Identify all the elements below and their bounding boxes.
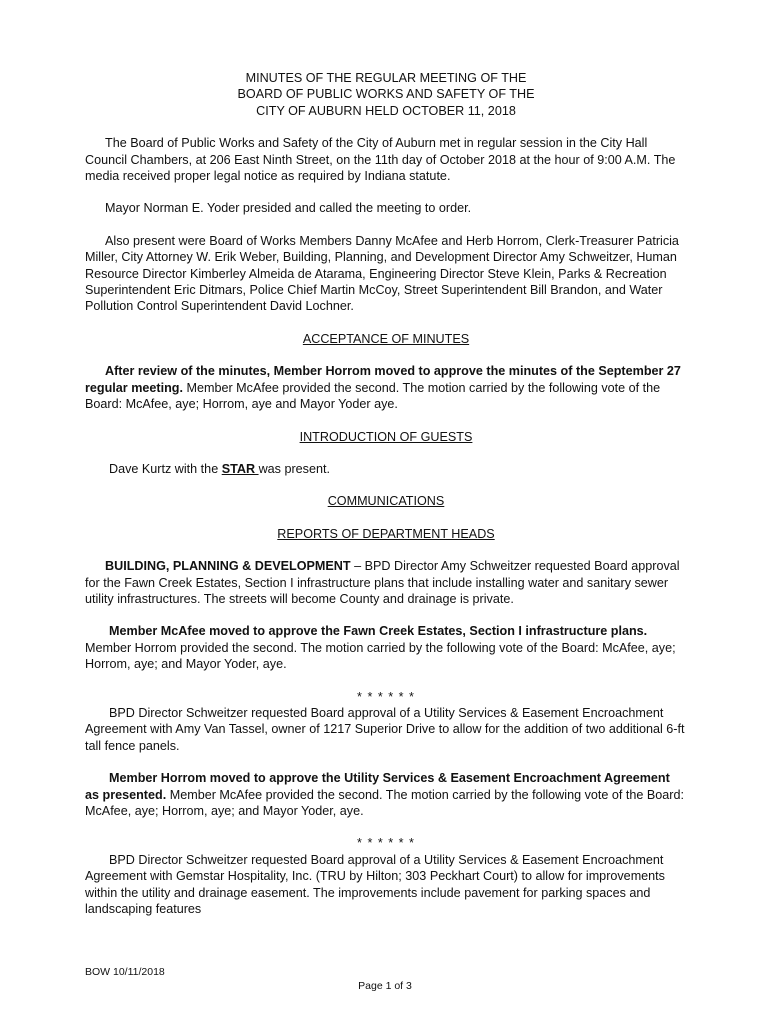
bpd-rest: – BPD Director Amy Schweitzer requested Board approval for the Fawn Creek Estates, Section I infrastructure plans that include installing water and sanitary sewer utility infrastructures. The streets will become County and drainage is private.	[85, 559, 680, 606]
section-heading-guests	[85, 429, 687, 445]
heading-minutes-text: ACCEPTANCE OF MINUTES	[302, 331, 470, 346]
separator-2: * * * * * *	[357, 836, 415, 851]
separator-1: * * * * * *	[357, 689, 415, 704]
document-body	[85, 70, 687, 917]
heading-communications-text: COMMUNICATIONS	[327, 494, 445, 509]
title-line-3: CITY OF AUBURN HELD OCTOBER 11, 2018	[256, 103, 516, 118]
bpd-heading-bold: BUILDING, PLANNING & DEVELOPMENT	[105, 559, 351, 574]
footer-page-number: Page 1 of 3	[358, 980, 412, 992]
mayor-paragraph: Mayor Norman E. Yoder presided and called the meeting to order.	[105, 201, 472, 216]
motion2-paragraph	[85, 770, 687, 819]
motion1-rest: Member Horrom provided the second. The motion carried by the following vote of the Board: McAfee, aye; Horrom, aye; and Mayor Yoder, aye.	[85, 640, 676, 672]
footer-document-code: BOW 10/11/2018	[85, 966, 165, 978]
section-heading-communications	[85, 493, 687, 509]
minutes-motion-bold: After review of the minutes, Member Horrom moved to approve the minutes of the September 27 regular meeting.	[85, 364, 681, 395]
minutes-motion-rest: Member McAfee provided the second. The motion carried by the following vote of the Board: McAfee, aye; Horrom, aye and Mayor Yoder aye.	[85, 380, 661, 412]
attendees-paragraph: Also present were Board of Works Members Danny McAfee and Herb Horrom, Clerk-Treasurer Patricia Miller, City Attorney W. Erik Weber, Building, Planning, and Development Director Amy Schweitzer, Human Resource Director Kimberley Almeida de Atarama, Engineering Director Steve Klein, Parks & Recreation Superintendent Eric Ditmars, Police Chief Martin McCoy, Street Superintendent Bill Brandon, and Water Pollution Control Superintendent David Lochner.	[85, 233, 679, 314]
star-newspaper: STAR	[221, 461, 259, 476]
request3-paragraph: BPD Director Schweitzer requested Board approval of a Utility Services & Easement Encroachment Agreement with Gemstar Hospitality, Inc. (TRU by Hilton; 303 Peckhart Court) to allow for improvements within the utility and drainage easement. The improvements include pavement for parking spaces and landscaping features	[85, 852, 665, 917]
title-line-2: BOARD OF PUBLIC WORKS AND SAFETY OF THE	[237, 87, 535, 102]
minutes-motion-paragraph	[85, 363, 687, 412]
motion1-bold: Member McAfee moved to approve the Fawn Creek Estates, Section I infrastructure plans.	[109, 624, 648, 639]
request2-paragraph: BPD Director Schweitzer requested Board approval of a Utility Services & Easement Encroachment Agreement with Amy Van Tassel, owner of 1217 Superior Drive to allow for the addition of two additional 6-ft tall fence panels.	[85, 705, 685, 753]
heading-guests-text: INTRODUCTION OF GUESTS	[299, 429, 473, 444]
heading-reports-text: REPORTS OF DEPARTMENT HEADS	[277, 526, 495, 541]
section-heading-reports	[85, 526, 687, 542]
intro-paragraph: The Board of Public Works and Safety of the City of Auburn met in regular session in the City Hall Council Chambers, at 206 East Ninth Street, on the 11th day of October 2018 at the hour of 9:00 A.M. The media received proper legal notice as required by Indiana statute.	[85, 136, 676, 184]
guests-paragraph	[85, 461, 687, 477]
motion1-paragraph	[85, 623, 687, 672]
title-line-1: MINUTES OF THE REGULAR MEETING OF THE	[245, 71, 527, 85]
document-title	[85, 70, 687, 119]
bpd-paragraph	[85, 558, 687, 607]
motion2-rest: Member McAfee provided the second. The motion carried by the following vote of the Board: McAfee, aye; Horrom, aye; and Mayor Yoder, aye.	[85, 787, 684, 818]
motion2-bold: Member Horrom moved to approve the Utility Services & Easement Encroachment Agreement as presented.	[85, 771, 670, 802]
guests-post: was present.	[258, 461, 330, 476]
guests-pre: Dave Kurtz with the	[109, 461, 222, 476]
section-heading-minutes	[85, 331, 687, 347]
